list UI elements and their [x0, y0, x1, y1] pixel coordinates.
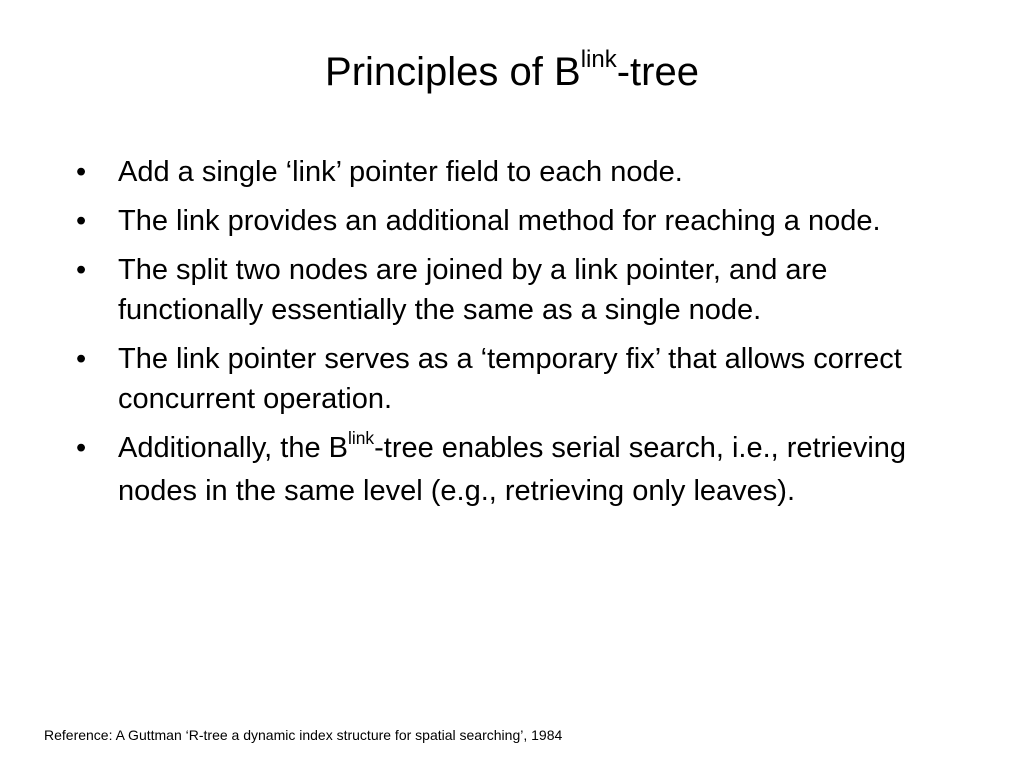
bullet-marker: • — [76, 343, 87, 375]
bullet-marker: • — [76, 156, 87, 188]
title-suffix: -tree — [616, 50, 699, 94]
bullet-item — [76, 201, 976, 241]
bullet-text — [118, 427, 907, 507]
bullet-item — [76, 339, 976, 419]
bullet-item — [76, 428, 976, 511]
bullet-text-suffix: -tree enables serial search, i.e., retrieving nodes in the same level (e.g., retrieving only leaves). — [118, 432, 907, 507]
bullet-text: The link provides an additional method for reaching a node. — [118, 205, 881, 237]
bullet-text: Add a single ‘link’ pointer field to each node. — [118, 156, 683, 188]
bullet-text: The link pointer serves as a ‘temporary fix’ that allows correct concurrent operation. — [118, 343, 902, 415]
bullet-list — [76, 152, 976, 520]
title-prefix: Principles of B — [325, 50, 581, 94]
bullet-marker: • — [76, 432, 87, 464]
reference-note: Reference: A Guttman ‘R-tree a dynamic index structure for spatial searching’, 1984 — [44, 727, 563, 743]
bullet-text-superscript: link — [348, 427, 375, 448]
bullet-text-prefix: Additionally, the B — [118, 432, 348, 464]
bullet-text: The split two nodes are joined by a link pointer, and are functionally essentially the same as a single node. — [118, 254, 828, 326]
bullet-item — [76, 250, 976, 330]
title-superscript: link — [580, 46, 617, 73]
slide-title — [0, 46, 1024, 104]
bullet-marker: • — [76, 254, 87, 286]
bullet-marker: • — [76, 205, 87, 237]
bullet-item — [76, 152, 976, 192]
